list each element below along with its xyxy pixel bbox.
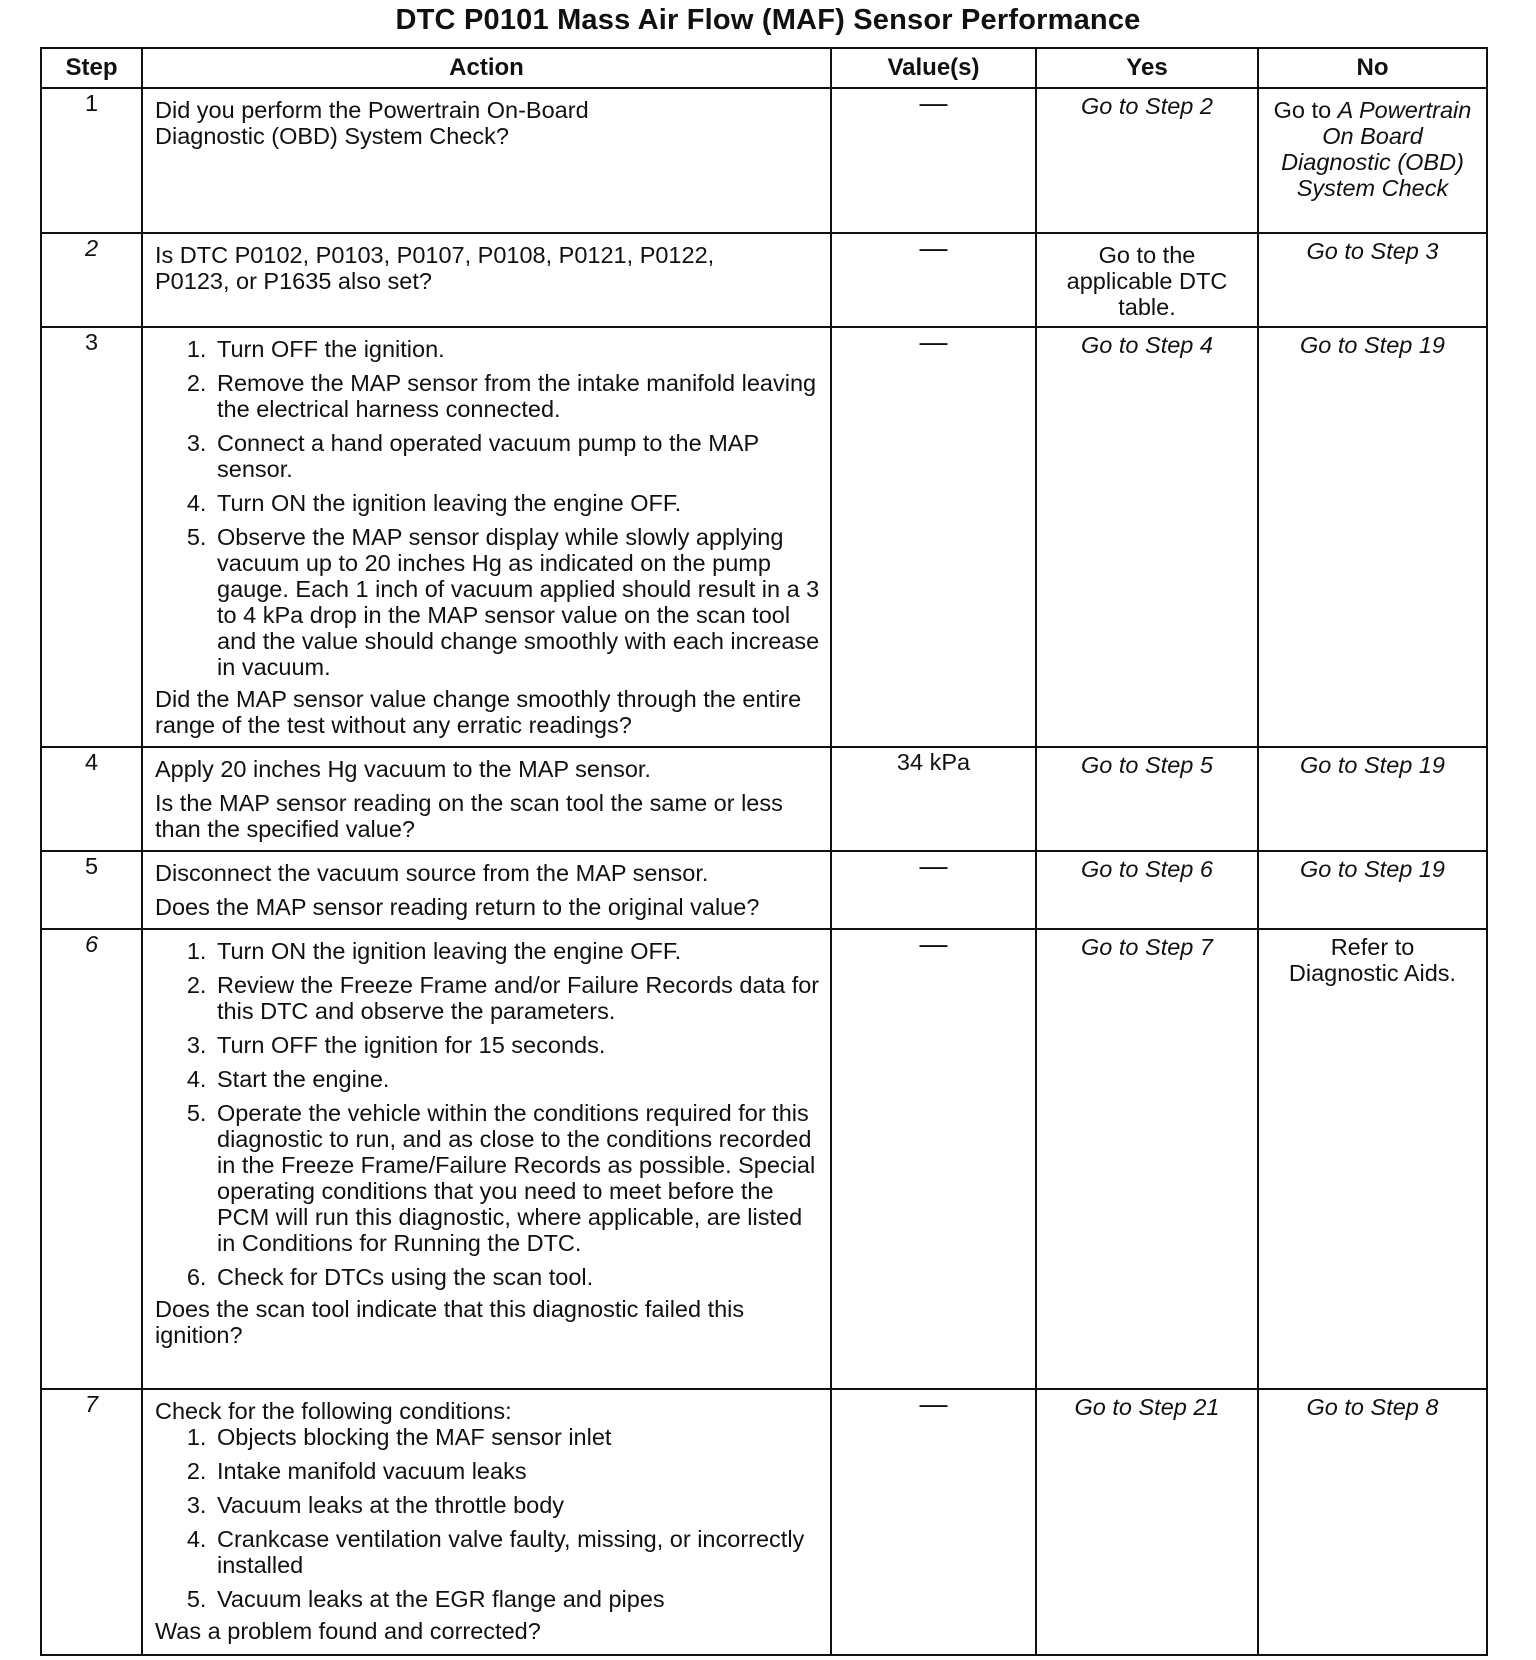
value-cell: — <box>831 1389 1036 1655</box>
list-item: 3. Vacuum leaks at the throttle body <box>213 1492 820 1518</box>
value-cell: — <box>831 233 1036 327</box>
no-cell: Go to Step 8 <box>1258 1389 1487 1655</box>
action-cell <box>142 929 831 1389</box>
no-cell: Go to Step 19 <box>1258 851 1487 929</box>
diagnostic-table <box>40 47 1488 1656</box>
table-row <box>41 88 1487 233</box>
list-item: 5. Observe the MAP sensor display while slowly applying vacuum up to 20 inches Hg as indicated on the pump gauge. Each 1 inch of vacuum applied should result in a 3 to 4 kPa drop in the MAP sensor value on the scan tool and the value should change smoothly with each increase in vacuum. <box>213 524 820 680</box>
action-text: P0123, or P1635 also set? <box>155 268 432 294</box>
list-item: 3. Connect a hand operated vacuum pump to the MAP sensor. <box>213 430 820 482</box>
header-no: No <box>1258 48 1487 88</box>
action-text: Diagnostic (OBD) System Check? <box>155 123 509 149</box>
value-cell: — <box>831 929 1036 1389</box>
no-cell: Go to Step 19 <box>1258 327 1487 747</box>
action-question: Does the MAP sensor reading return to the original value? <box>155 894 760 920</box>
no-cell: Go to Step 19 <box>1258 747 1487 851</box>
table-row <box>41 327 1487 747</box>
list-item: 2. Remove the MAP sensor from the intake manifold leaving the electrical harness connected. <box>213 370 820 422</box>
procedure-list <box>155 1424 820 1612</box>
action-question: Was a problem found and corrected? <box>155 1618 541 1644</box>
value-cell: 34 kPa <box>831 747 1036 851</box>
yes-cell: Go to Step 2 <box>1036 88 1258 233</box>
action-text: Disconnect the vacuum source from the MAP sensor. <box>155 860 709 886</box>
header-yes: Yes <box>1036 48 1258 88</box>
no-cell: Go to A Powertrain On Board Diagnostic (OBD) System Check <box>1258 88 1487 233</box>
action-text: Check for the following conditions: <box>155 1398 512 1424</box>
procedure-list <box>155 336 820 680</box>
header-values: Value(s) <box>831 48 1036 88</box>
list-item: 4. Turn ON the ignition leaving the engine OFF. <box>213 490 820 516</box>
table-row <box>41 233 1487 327</box>
action-text: Did you perform the Powertrain On-Board <box>155 97 589 123</box>
action-cell <box>142 327 831 747</box>
step-number: 5 <box>41 851 142 929</box>
header-action: Action <box>142 48 831 88</box>
list-item: 1. Objects blocking the MAF sensor inlet <box>213 1424 820 1450</box>
action-cell <box>142 1389 831 1655</box>
value-cell: — <box>831 88 1036 233</box>
action-text: Apply 20 inches Hg vacuum to the MAP sensor. <box>155 756 651 782</box>
list-item: 1. Turn OFF the ignition. <box>213 336 820 362</box>
list-item: 5. Operate the vehicle within the conditions required for this diagnostic to run, and as close to the conditions recorded in the Freeze Frame/Failure Records as possible. Special operating conditions that you need to meet before the PCM will run this diagnostic, where applicable, are listed in Conditions for Running the DTC. <box>213 1100 820 1256</box>
list-item: 4. Start the engine. <box>213 1066 820 1092</box>
no-cell: Refer to Diagnostic Aids. <box>1258 929 1487 1389</box>
no-cell: Go to Step 3 <box>1258 233 1487 327</box>
table-row <box>41 747 1487 851</box>
action-cell <box>142 233 831 327</box>
step-number: 6 <box>41 929 142 1389</box>
action-cell <box>142 747 831 851</box>
header-step: Step <box>41 48 142 88</box>
yes-cell: Go to Step 7 <box>1036 929 1258 1389</box>
yes-cell: Go to Step 5 <box>1036 747 1258 851</box>
action-text: Is DTC P0102, P0103, P0107, P0108, P0121, P0122, <box>155 242 715 268</box>
action-cell <box>142 851 831 929</box>
step-number: 4 <box>41 747 142 851</box>
list-item: 3. Turn OFF the ignition for 15 seconds. <box>213 1032 820 1058</box>
table-row <box>41 1389 1487 1655</box>
procedure-list <box>155 938 820 1290</box>
yes-cell: Go to Step 4 <box>1036 327 1258 747</box>
value-cell: — <box>831 851 1036 929</box>
step-number: 2 <box>41 233 142 327</box>
action-question: Does the scan tool indicate that this diagnostic failed this ignition? <box>155 1296 745 1348</box>
list-item: 2. Review the Freeze Frame and/or Failure Records data for this DTC and observe the parameters. <box>213 972 820 1024</box>
action-question: Did the MAP sensor value change smoothly through the entire range of the test without any erratic readings? <box>155 686 802 738</box>
yes-cell: Go to Step 21 <box>1036 1389 1258 1655</box>
list-item: 6. Check for DTCs using the scan tool. <box>213 1264 820 1290</box>
action-cell <box>142 88 831 233</box>
yes-cell: Go to the applicable DTC table. <box>1036 233 1258 327</box>
table-row <box>41 929 1487 1389</box>
list-item: 1. Turn ON the ignition leaving the engine OFF. <box>213 938 820 964</box>
page-title: DTC P0101 Mass Air Flow (MAF) Sensor Performance <box>395 4 1141 36</box>
action-question: Is the MAP sensor reading on the scan tool the same or less than the specified value? <box>155 790 783 842</box>
table-row <box>41 851 1487 929</box>
step-number: 3 <box>41 327 142 747</box>
list-item: 4. Crankcase ventilation valve faulty, missing, or incorrectly installed <box>213 1526 820 1578</box>
step-number: 1 <box>41 88 142 233</box>
table-header-row <box>41 48 1487 88</box>
step-number: 7 <box>41 1389 142 1655</box>
value-cell: — <box>831 327 1036 747</box>
yes-cell: Go to Step 6 <box>1036 851 1258 929</box>
list-item: 2. Intake manifold vacuum leaks <box>213 1458 820 1484</box>
list-item: 5. Vacuum leaks at the EGR flange and pipes <box>213 1586 820 1612</box>
